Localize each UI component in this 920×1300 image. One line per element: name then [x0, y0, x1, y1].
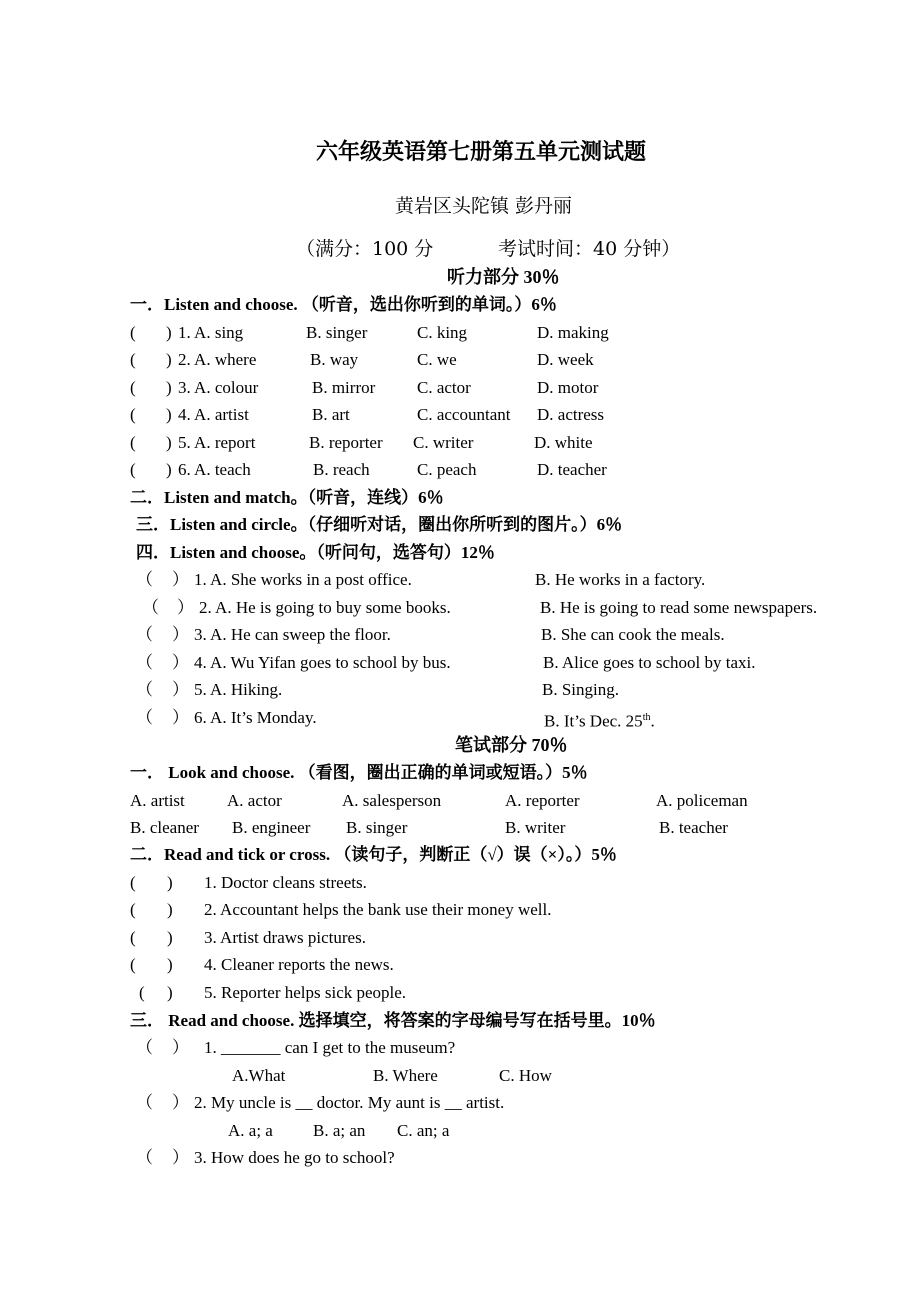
answer-bracket-open: (	[130, 405, 136, 424]
option-b: B. reporter	[309, 433, 383, 452]
option-b: B. a; an	[313, 1121, 366, 1140]
answer-bracket-close[interactable]: ）	[172, 625, 189, 644]
option-d: D. motor	[537, 378, 599, 397]
option-a: 5. A. Hiking.	[194, 680, 283, 699]
answer-bracket-close[interactable]: ）	[172, 653, 189, 672]
option-a: 3. A. He can sweep the floor.	[194, 625, 391, 644]
option-a: A.What	[232, 1066, 286, 1085]
question-text: 3. How does he go to school?	[194, 1148, 395, 1167]
exam-time: 考试时间：40 分钟）	[498, 238, 681, 260]
choice-word[interactable]: B. engineer	[232, 818, 311, 837]
answer-bracket-open: （	[136, 708, 153, 727]
answer-bracket-open: （	[136, 570, 153, 589]
option-b: B. He works in a factory.	[535, 570, 706, 589]
answer-bracket-close[interactable]: ）	[177, 598, 194, 617]
statement: 3. Artist draws pictures.	[204, 928, 366, 947]
answer-bracket-open: (	[130, 378, 136, 397]
option-a: 4. A. Wu Yifan goes to school by bus.	[194, 653, 451, 672]
option-a: A. a; a	[228, 1121, 273, 1140]
choice-word[interactable]: B. writer	[505, 818, 566, 837]
option-b: B. Alice goes to school by taxi.	[543, 653, 756, 672]
option-b: B. reach	[313, 460, 370, 479]
option-b: B. mirror	[312, 378, 376, 397]
answer-bracket-open: (	[130, 955, 136, 974]
answer-bracket-close[interactable]: ）	[172, 1093, 189, 1112]
answer-bracket-open: (	[130, 460, 136, 479]
listening-part2-title: 二．Listen and match。（听音，连线）6％	[130, 488, 444, 507]
option-a: 3. A. colour	[178, 378, 259, 397]
listening-heading: 听力部分 30％	[447, 267, 560, 287]
answer-bracket-close[interactable]: )	[166, 405, 172, 424]
option-c: C. king	[417, 323, 468, 342]
writing-part3-title: 三． Read and choose. 选择填空，将答案的字母编号写在括号里。10％	[130, 1011, 656, 1030]
option-d: D. making	[537, 323, 609, 342]
option-c: C. How	[499, 1066, 552, 1085]
writing-part2-title: 二．Read and tick or cross. （读句子，判断正（√）误（×）。）5％	[130, 845, 617, 864]
answer-bracket-close[interactable]: )	[166, 433, 172, 452]
statement: 4. Cleaner reports the news.	[204, 955, 394, 974]
choice-word[interactable]: A. policeman	[656, 791, 748, 810]
choice-word[interactable]: A. actor	[227, 791, 282, 810]
option-c: C. accountant	[417, 405, 511, 424]
answer-bracket-close[interactable]: )	[166, 323, 172, 342]
option-a: 6. A. It’s Monday.	[194, 708, 317, 727]
option-c: C. actor	[417, 378, 471, 397]
choice-word[interactable]: B. cleaner	[130, 818, 199, 837]
option-b: B. way	[310, 350, 359, 369]
answer-bracket-close[interactable]: )	[167, 955, 173, 974]
option-b-end: .	[650, 711, 655, 731]
answer-bracket-open: （	[136, 1148, 153, 1167]
choice-word[interactable]: A. artist	[130, 791, 185, 810]
full-score: （满分：100 分	[296, 238, 434, 260]
answer-bracket-close[interactable]: )	[166, 460, 172, 479]
author-line: 黄岩区头陀镇 彭丹丽	[395, 195, 573, 217]
option-d: D. teacher	[537, 460, 607, 479]
ordinal-suffix: th	[642, 712, 651, 723]
option-d: D. actress	[537, 405, 605, 424]
option-b-text: B. It’s Dec. 25	[544, 711, 643, 731]
listening-part3-title: 三．Listen and circle。（仔细听对话，圈出你所听到的图片。）6％	[136, 515, 623, 534]
option-d: D. white	[534, 433, 593, 452]
answer-bracket-open: (	[130, 323, 136, 342]
answer-bracket-open: （	[142, 598, 159, 617]
answer-bracket-close[interactable]: ）	[172, 1148, 189, 1167]
answer-bracket-close[interactable]: )	[167, 928, 173, 947]
option-a: 2. A. He is going to buy some books.	[199, 598, 451, 617]
option-a: 2. A. where	[178, 350, 257, 369]
answer-bracket-open: (	[130, 873, 136, 892]
answer-bracket-open: （	[136, 1093, 153, 1112]
option-c: C. we	[417, 350, 457, 369]
answer-bracket-close[interactable]: )	[167, 983, 173, 1002]
answer-bracket-close[interactable]: )	[166, 378, 172, 397]
option-d: D. week	[537, 350, 594, 369]
option-c: C. an; a	[397, 1121, 450, 1140]
answer-bracket-open: (	[130, 900, 136, 919]
option-b: B. She can cook the meals.	[541, 625, 725, 644]
answer-bracket-close[interactable]: )	[166, 350, 172, 369]
option-a: 6. A. teach	[178, 460, 251, 479]
answer-bracket-close[interactable]: ）	[172, 570, 189, 589]
statement: 2. Accountant helps the bank use their money well.	[204, 900, 552, 919]
option-b: B. He is going to read some newspapers.	[540, 598, 818, 617]
choice-word[interactable]: A. salesperson	[342, 791, 442, 810]
statement: 1. Doctor cleans streets.	[204, 873, 367, 892]
answer-bracket-open: （	[136, 653, 153, 672]
option-a: 1. A. sing	[178, 323, 244, 342]
option-b: B. art	[312, 405, 350, 424]
option-b: B. Singing.	[542, 680, 619, 699]
choice-word[interactable]: A. reporter	[505, 791, 580, 810]
listening-part4-title: 四．Listen and choose。（听问句，选答句）12％	[136, 543, 495, 562]
answer-bracket-open: (	[130, 433, 136, 452]
answer-bracket-close[interactable]: ）	[172, 708, 189, 727]
choice-word[interactable]: B. singer	[346, 818, 408, 837]
answer-bracket-close[interactable]: )	[167, 900, 173, 919]
choice-word[interactable]: B. teacher	[659, 818, 728, 837]
option-a: 4. A. artist	[178, 405, 249, 424]
writing-heading: 笔试部分 70％	[455, 735, 568, 755]
listening-part1-title: 一．Listen and choose. （听音，选出你听到的单词。）6％	[130, 295, 557, 314]
statement: 5. Reporter helps sick people.	[204, 983, 407, 1002]
answer-bracket-close[interactable]: )	[167, 873, 173, 892]
writing-part1-title: 一． Look and choose. （看图，圈出正确的单词或短语。）5％	[130, 763, 588, 782]
option-b: B. singer	[306, 323, 368, 342]
question-text: 2. My uncle is __ doctor. My aunt is __ artist.	[194, 1093, 505, 1112]
answer-bracket-open: (	[130, 928, 136, 947]
answer-bracket-close[interactable]: ）	[172, 1038, 189, 1057]
option-b	[544, 707, 655, 733]
answer-bracket-close[interactable]: ）	[172, 680, 189, 699]
answer-bracket-open: （	[136, 680, 153, 699]
option-a: 5. A. report	[178, 433, 256, 452]
option-c: C. writer	[413, 433, 474, 452]
option-b: B. Where	[373, 1066, 438, 1085]
option-a: 1. A. She works in a post office.	[194, 570, 412, 589]
answer-bracket-open: （	[136, 625, 153, 644]
page-title: 六年级英语第七册第五单元测试题	[316, 140, 647, 165]
answer-bracket-open: (	[130, 350, 136, 369]
answer-bracket-open: (	[139, 983, 145, 1002]
option-c: C. peach	[417, 460, 477, 479]
answer-bracket-open: （	[136, 1038, 153, 1057]
question-text: 1. _______ can I get to the museum?	[204, 1038, 456, 1057]
